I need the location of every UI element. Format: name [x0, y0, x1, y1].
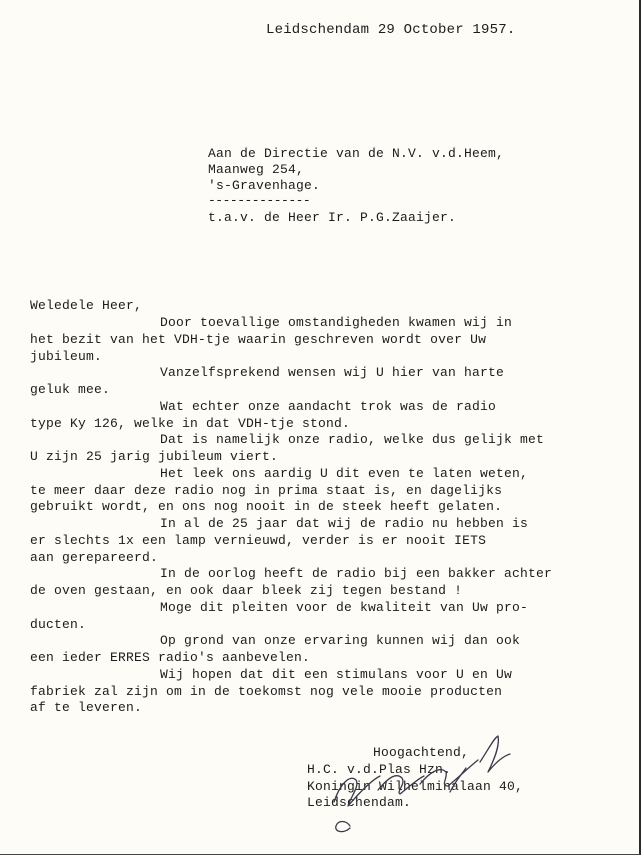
body-line: het bezit van het VDH-tje waarin geschreven wordt over Uw	[30, 331, 487, 347]
body-line: een ieder ERRES radio's aanbevelen.	[30, 650, 311, 665]
body-line: jubileum.	[30, 348, 103, 364]
body-line: fabriek zal zijn om in de toekomst nog vele mooie producten	[30, 683, 503, 699]
body-line: In al de 25 jaar dat wij de radio nu hebben is	[160, 516, 529, 531]
sender-name: H.C. v.d.Plas Hzn.	[307, 762, 452, 777]
body-line: In de oorlog heeft de radio bij een bakker achter	[160, 566, 553, 582]
letter-date: Leidschendam 29 October 1957.	[266, 22, 516, 38]
body-line: Op grond van onze ervaring kunnen wij dan ook	[160, 633, 521, 649]
recipient-city: 's-Gravenhage.	[208, 178, 321, 193]
body-line: de oven gestaan, en ook daar bleek zij tegen bestand !	[30, 583, 463, 598]
salutation: Weledele Heer,	[30, 298, 143, 313]
body-line: Het leek ons aardig U dit even te laten weten,	[160, 465, 529, 481]
body-line: Dat is namelijk onze radio, welke dus gelijk met	[160, 432, 545, 448]
body-line: U zijn 25 jarig jubileum viert.	[30, 449, 279, 464]
recipient-line-1: Aan de Directie van de N.V. v.d.Heem,	[208, 146, 505, 161]
body-line: geluk mee.	[30, 382, 111, 397]
closing-greeting: Hoogachtend,	[373, 745, 470, 760]
sender-city: Leidschendam.	[307, 795, 412, 810]
body-line: ducten.	[30, 616, 87, 632]
handwritten-signature	[330, 732, 520, 837]
body-line: aan gerepareerd.	[30, 549, 159, 565]
body-line: af te leveren.	[30, 700, 143, 716]
body-line: er slechts 1x een lamp vernieuwd, verder is er nooit IETS	[30, 532, 487, 548]
body-line: type Ky 126, welke in dat VDH-tje stond.	[30, 415, 351, 431]
body-line: Moge dit pleiten voor de kwaliteit van Uw pro-	[160, 599, 529, 615]
body-line: Door toevallige omstandigheden kwamen wij in	[160, 315, 513, 330]
body-line: gebruikt wordt, en ons nog nooit in de steek heeft gelaten.	[30, 499, 503, 515]
body-line: te meer daar deze radio nog in prima staat is, en dagelijks	[30, 482, 503, 498]
recipient-street: Maanweg 254,	[208, 162, 305, 177]
body-line: Wij hopen dat dit een stimulans voor U en Uw	[160, 666, 513, 682]
sender-street: Koningin Wilhelminalaan 40,	[307, 779, 524, 794]
recipient-separator: --------------	[208, 193, 311, 208]
body-line: Vanzelfsprekend wensen wij U hier van harte	[160, 365, 505, 381]
recipient-attention: t.a.v. de Heer Ir. P.G.Zaaijer.	[208, 210, 457, 225]
body-line: Wat echter onze aandacht trok was de radio	[160, 398, 497, 414]
